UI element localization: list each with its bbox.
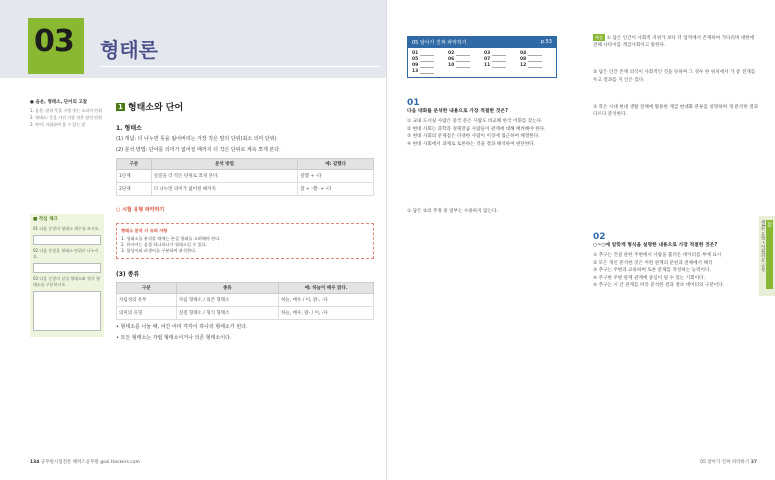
check-box bbox=[30, 214, 104, 337]
exam-callout bbox=[116, 223, 374, 259]
right-footer bbox=[700, 459, 757, 465]
right-page bbox=[386, 0, 775, 480]
footer-text: 공무원시험전문 해커스공무원 gosi.Hackers.com bbox=[40, 460, 140, 465]
types-table bbox=[116, 282, 374, 320]
table-row bbox=[117, 294, 374, 307]
section-number: 1 bbox=[118, 102, 123, 111]
callout-line: 3. 합성어와 파생어를 구분하여 분석한다. bbox=[121, 248, 197, 253]
chapter-title: 형태론 bbox=[100, 38, 158, 62]
answer-blank bbox=[33, 263, 101, 273]
left-footer bbox=[30, 459, 140, 465]
table-cell: 2단계 bbox=[117, 183, 152, 196]
question-1 bbox=[407, 100, 575, 216]
sidebar-heading: ● 음운, 형태소, 단어의 고찰 bbox=[30, 100, 88, 105]
side-tab-text: 제4편 문법 • 어휘/어문 규정 bbox=[761, 220, 766, 272]
answer-choice: ③ 추구는 주변과 교류하며 토론 문제를 작성하는 능력이다. bbox=[593, 268, 711, 273]
answer-slot: 06 bbox=[448, 57, 480, 62]
answer-choice: ② 모든 개인 분석한 것은 어떤 관계의 문헌과 전체에서 해석 bbox=[593, 260, 713, 266]
answer-slot: 01 bbox=[412, 51, 444, 56]
table-cell: 하늘, 매우 / 이, 맑-, -다 bbox=[279, 294, 374, 307]
answer-choice: ③ 현대 사회의 문제점은 다양한 사람이 이것에 접근하여 해결한다. bbox=[407, 134, 540, 139]
table-row bbox=[117, 170, 374, 183]
answer-explanation: ① 답은 ②의 추정 중 일부는 수용하지 않는다. bbox=[407, 209, 498, 214]
page-number: 134 bbox=[30, 460, 40, 465]
table-header: 구분 bbox=[117, 159, 152, 170]
answer-slot: 13 bbox=[412, 69, 444, 74]
table-header: 분석 방법 bbox=[151, 159, 298, 170]
callout-line: 1. 형태소를 분석할 때에는 본질 형태를 고려해야 한다. bbox=[121, 236, 221, 241]
table-cell: 실질을 더 작은 단위로 쪼개 본다. bbox=[151, 170, 298, 183]
answer-slot: 05 bbox=[412, 57, 444, 62]
question-number: 02 bbox=[593, 232, 606, 242]
callout-tag: ○ 시험 유형 파악하기 bbox=[116, 207, 165, 213]
table-cell: 의미의 유형 bbox=[117, 307, 177, 320]
header-divider bbox=[100, 66, 380, 67]
table-header: 예: 하늘이 매우 맑다. bbox=[279, 283, 374, 294]
footer-text: 05 알아가 진짜 파악하기 bbox=[700, 460, 750, 465]
callout-line: 2. 한자어는 음절 하나하나가 형태소일 수 있다. bbox=[121, 242, 208, 247]
table-cell: 더 나누면 의미가 없어질 때까지 bbox=[151, 183, 298, 196]
answer-choice: ④ 주구한 주변 관계 관계에 중심이 될 수 있는 기회이다. bbox=[593, 275, 705, 281]
table-cell: 1단계 bbox=[117, 170, 152, 183]
table-cell: 자립 형태소 / 의존 형태소 bbox=[176, 294, 278, 307]
answer-grid-header bbox=[408, 37, 556, 48]
answer-slot: 02 bbox=[448, 51, 480, 56]
answer-grid bbox=[408, 48, 556, 77]
page-number: 37 bbox=[750, 460, 757, 465]
chapter-side-tab bbox=[759, 216, 775, 296]
table-row bbox=[117, 307, 374, 320]
answer-choice: ① 교내 도서실 사람은 중국 분은 사람도 비교해 한국 어휘를 찾는다. bbox=[407, 119, 543, 124]
answer-blank bbox=[33, 235, 101, 245]
side-tab-label: 04 bbox=[766, 220, 773, 289]
answer-choice: ④ 현대 사회에서 과제로 토론하는 것을 결과 해석하여 판단한다. bbox=[407, 141, 536, 147]
answer-slot: 08 bbox=[520, 57, 552, 62]
explanation-paragraph: ② 답은 인간 존재 의식이 사회적인 것을 뜻하며 그 경우 한 위치에서 가 증 전개를 두고 결과를 지 인은 있다. bbox=[593, 70, 756, 83]
table-row bbox=[117, 183, 374, 196]
left-page bbox=[0, 0, 386, 480]
subsection-heading: (3) 종류 bbox=[116, 271, 140, 278]
table-cell: 자립성의 유무 bbox=[117, 294, 177, 307]
answer-grid-page: p.53 bbox=[540, 39, 552, 45]
answer-slot: 07 bbox=[484, 57, 516, 62]
check-heading: ■ 작심 체크 bbox=[33, 217, 58, 222]
method-line: (2) 분석 방법: 단어를 의미가 없어질 때까지 더 작은 단위로 계속 쪼개 본다. bbox=[116, 147, 281, 153]
answer-grid-box bbox=[407, 36, 557, 78]
check-question: 02 다음 문장을 형태소 단위로 나누시오. bbox=[33, 248, 99, 259]
section-title-text: 형태소와 단어 bbox=[127, 103, 184, 113]
answer-slot: 10 bbox=[448, 63, 480, 68]
answer-table bbox=[33, 291, 101, 331]
note-line: • 형태소를 나눌 때, 어간 어미 각각이 하나의 형태소가 된다. bbox=[116, 324, 248, 330]
answer-choice: ① 추구는 건설 관한 주변에서 사람을 불러온 데이터를 부에 표시 bbox=[593, 253, 722, 258]
sidebar-item: 1. 음운: 말의 뜻을 구별 짓는 소리의 단위 bbox=[30, 108, 103, 113]
subsection-heading: 1. 형태소 bbox=[116, 125, 142, 132]
table-cell: 하늘, 매우, 맑- / 이, -다 bbox=[279, 307, 374, 320]
table-cell: 갈했 + -다 bbox=[298, 170, 374, 183]
question-number: 01 bbox=[407, 98, 420, 108]
explanation-paragraph: ③ 복은 시대 현대 생활 전체에 활용한 계급 현대화 분류를 설명하며 개 분석한 결과 다르다 분석한다. bbox=[593, 104, 759, 118]
answer-slot: 09 bbox=[412, 63, 444, 68]
check-question: 01 다음 문장의 형태소 개수를 쓰시오. bbox=[33, 226, 100, 231]
analysis-table bbox=[116, 158, 374, 196]
main-content bbox=[116, 100, 374, 342]
answer-slot: 12 bbox=[520, 63, 552, 68]
definition-line: (1) 개념: 더 나누면 뜻을 잃어버리는 가장 작은 말의 단위(최소 의미 단위) bbox=[116, 136, 277, 142]
check-question: 03 다음 문장의 실질 형태소와 형식 형태소를 구분하시오. bbox=[33, 276, 100, 287]
callout-heading: 형태소 분석 시 유의 사항 bbox=[121, 228, 168, 233]
answer-grid-title: 05 알아가 진짜 파악하기 bbox=[412, 40, 467, 46]
answer-slot: 04 bbox=[520, 51, 552, 56]
answer-slot: 11 bbox=[484, 63, 516, 68]
table-header: 종류 bbox=[176, 283, 278, 294]
question-2 bbox=[593, 234, 753, 290]
table-cell: 실질 형태소 / 형식 형태소 bbox=[176, 307, 278, 320]
note-line: • 모든 형태소는 자립 형태소이거나 의존 형태소이다. bbox=[116, 335, 232, 341]
answer-choice: ⑤ 추구는 시 간 관계를 미리 분석한 결과 정보 데이터의 구분이다. bbox=[593, 283, 725, 288]
table-cell: 갈 + -했- + -다 bbox=[298, 183, 374, 196]
answer-slot: 03 bbox=[484, 51, 516, 56]
question-stem: 다음 대화를 분석한 내용으로 가장 적절한 것은? bbox=[407, 108, 508, 114]
sidebar-item: 2. 형태소: 뜻을 가진 가장 작은 말의 단위 bbox=[30, 115, 103, 120]
sidebar-item: 3. 단어: 자립하여 쓸 수 있는 말 bbox=[30, 122, 86, 127]
table-header: 예: 갈했다 bbox=[298, 159, 374, 170]
explanation-column bbox=[593, 34, 759, 118]
chapter-number: 03 bbox=[34, 24, 74, 59]
section-title bbox=[116, 100, 374, 113]
left-sidebar bbox=[30, 100, 104, 337]
answer-choice: ② 현대 사회는 과학과 경제만큼 사람들이 관계에 대해 배려해야 한다. bbox=[407, 126, 546, 132]
question-stem: ○~○에 알맞게 형식을 설명한 내용으로 가장 적절한 것은? bbox=[593, 242, 718, 248]
table-header: 구분 bbox=[117, 283, 177, 294]
green-tag: 해설 bbox=[595, 35, 603, 40]
explanation-paragraph: 해설 ① 답은 인간이 사회적 지위가 보다 더 업적에서 존재하여 가다리며 대한에 전해 나타이를 계급사회이고 말한다. bbox=[593, 35, 755, 49]
